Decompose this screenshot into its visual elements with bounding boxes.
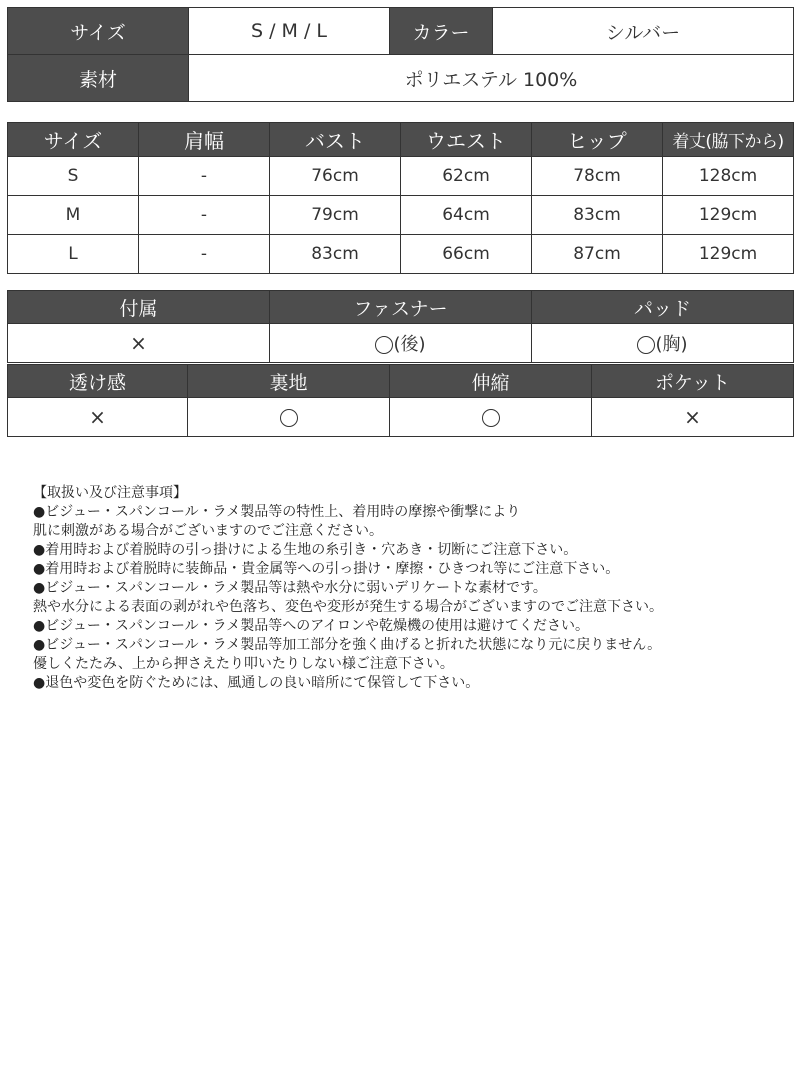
circle-icon [482, 409, 500, 427]
circle-icon [280, 409, 298, 427]
care-note-line: 優しくたたみ、上から押さえたり叩いたりしない様ご注意下さい。 [33, 656, 454, 672]
table-cell: M [8, 196, 139, 235]
table-cell: 62cm [401, 157, 532, 196]
table-cell: 78cm [532, 157, 663, 196]
pocket-value [592, 398, 794, 437]
size-header-hip: ヒップ [532, 123, 663, 157]
attributes-header-row [8, 365, 794, 398]
stretch-header: 伸縮 [390, 365, 592, 398]
product-info-row [8, 55, 794, 102]
circle-icon [637, 336, 655, 354]
material-label: 素材 [8, 55, 189, 102]
cross-icon: × [130, 331, 147, 355]
table-row [8, 235, 794, 274]
table-cell: 87cm [532, 235, 663, 274]
sheerness-header: 透け感 [8, 365, 188, 398]
size-table [7, 122, 794, 274]
product-info-row [8, 8, 794, 55]
size-header-bust: バスト [270, 123, 401, 157]
table-cell: S [8, 157, 139, 196]
size-header-shoulder: 肩幅 [139, 123, 270, 157]
size-header-length: 着丈(脇下から) [663, 123, 794, 157]
care-notes-title: 【取扱い及び注意事項】 [33, 485, 187, 501]
pad-value [532, 324, 794, 363]
pad-position: (胸) [655, 334, 688, 355]
lining-header: 裏地 [188, 365, 390, 398]
table-cell: 83cm [532, 196, 663, 235]
table-cell: 129cm [663, 235, 794, 274]
care-note-line: ●ビジュー・スパンコール・ラメ製品等は熱や水分に弱いデリケートな素材です。 [33, 580, 547, 596]
zipper-value [270, 324, 532, 363]
care-note-line: ●着用時および着脱時の引っ掛けによる生地の糸引き・穴あき・切断にご注意下さい。 [33, 542, 578, 558]
cross-icon: × [89, 405, 106, 429]
size-header-size: サイズ [8, 123, 139, 157]
attributes-header-row [8, 291, 794, 324]
care-note-line: ●ビジュー・スパンコール・ラメ製品等加工部分を強く曲げると折れた状態になり元に戻りません。 [33, 637, 662, 653]
size-table-header [8, 123, 794, 157]
color-label: カラー [390, 8, 493, 55]
accessory-value [8, 324, 270, 363]
care-note-line: 熱や水分による表面の剥がれや色落ち、変色や変形が発生する場合がございますのでご注意下さい。 [33, 599, 663, 615]
stretch-value [390, 398, 592, 437]
accessory-header: 付属 [8, 291, 270, 324]
attributes-table-2 [7, 364, 794, 437]
circle-icon [375, 336, 393, 354]
zipper-position: (後) [393, 334, 426, 355]
table-cell: 129cm [663, 196, 794, 235]
care-note-line: ●退色や変色を防ぐためには、風通しの良い暗所にて保管して下さい。 [33, 675, 480, 691]
table-cell: 79cm [270, 196, 401, 235]
table-cell: 83cm [270, 235, 401, 274]
table-row [8, 157, 794, 196]
sheerness-value [8, 398, 188, 437]
size-label: サイズ [8, 8, 189, 55]
table-cell: L [8, 235, 139, 274]
cross-icon: × [684, 405, 701, 429]
table-cell: 76cm [270, 157, 401, 196]
table-cell: - [139, 196, 270, 235]
table-row [8, 196, 794, 235]
size-header-waist: ウエスト [401, 123, 532, 157]
attributes-table-1 [7, 290, 794, 363]
lining-value [188, 398, 390, 437]
care-notes [33, 484, 793, 693]
color-value: シルバー [493, 8, 794, 55]
pad-header: パッド [532, 291, 794, 324]
table-cell: 128cm [663, 157, 794, 196]
attributes-value-row [8, 324, 794, 363]
product-info-table [7, 7, 794, 102]
care-note-line: ●着用時および着脱時に装飾品・貴金属等への引っ掛け・摩擦・ひきつれ等にご注意下さい。 [33, 561, 620, 577]
zipper-header: ファスナー [270, 291, 532, 324]
table-cell: - [139, 157, 270, 196]
material-value: ポリエステル 100% [189, 55, 794, 102]
attributes-value-row [8, 398, 794, 437]
table-cell: 66cm [401, 235, 532, 274]
size-value: S / M / L [189, 8, 390, 55]
care-note-line: ●ビジュー・スパンコール・ラメ製品等の特性上、着用時の摩擦や衝撃により [33, 504, 521, 520]
table-cell: - [139, 235, 270, 274]
care-note-line: 肌に刺激がある場合がございますのでご注意ください。 [33, 523, 383, 539]
table-cell: 64cm [401, 196, 532, 235]
pocket-header: ポケット [592, 365, 794, 398]
care-note-line: ●ビジュー・スパンコール・ラメ製品等へのアイロンや乾燥機の使用は避けてください。 [33, 618, 589, 634]
